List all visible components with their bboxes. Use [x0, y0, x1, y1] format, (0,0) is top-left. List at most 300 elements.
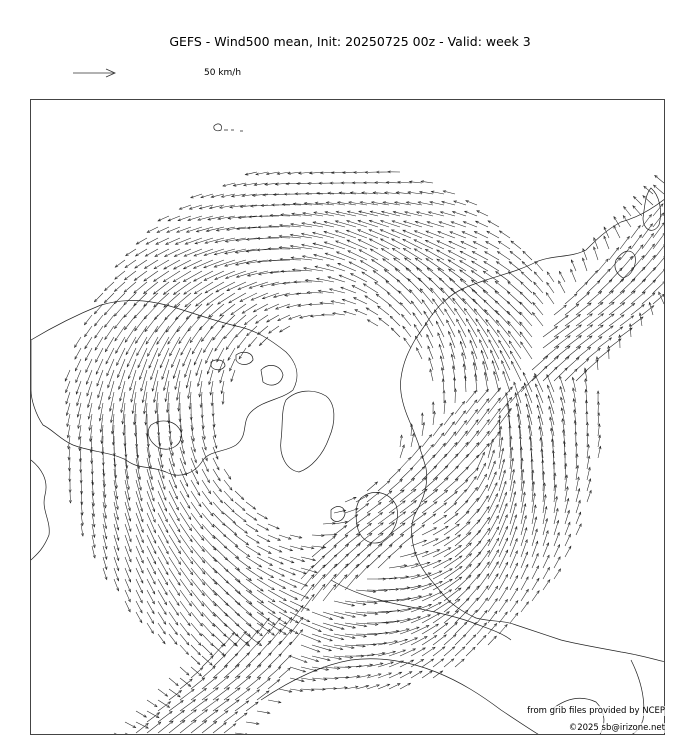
wind-arrow: [532, 578, 539, 590]
wind-arrow: [392, 248, 411, 260]
wind-arrow: [235, 701, 249, 711]
wind-arrow: [180, 634, 189, 645]
wind-arrow: [391, 328, 400, 337]
wind-arrow: [235, 535, 249, 545]
wind-arrow: [239, 348, 246, 359]
wind-arrow: [224, 326, 235, 339]
wind-arrow: [280, 326, 290, 332]
wind-arrow: [134, 304, 147, 318]
wind-arrow: [389, 565, 407, 568]
wind-arrow: [643, 196, 653, 205]
wind-arrow: [543, 367, 557, 381]
wind-arrow: [455, 564, 471, 579]
wind-arrow: [75, 348, 81, 359]
wind-arrow: [403, 239, 422, 249]
wind-arrow: [450, 343, 455, 359]
wind-arrow: [163, 271, 180, 282]
wind-arrow: [96, 348, 103, 362]
wind-arrow: [324, 222, 345, 228]
wind-arrow: [433, 601, 451, 612]
wind-arrow: [521, 602, 529, 612]
wind-arrow: [369, 239, 389, 249]
wind-arrow: [246, 535, 259, 543]
wind-arrow: [325, 212, 345, 216]
wind-arrow: [508, 282, 521, 293]
wind-arrow: [414, 231, 433, 238]
coast-mediterranean: [331, 580, 511, 640]
wind-arrow: [433, 548, 451, 557]
wind-arrow: [403, 326, 411, 337]
wind-arrow: [330, 289, 346, 293]
wind-arrow: [217, 348, 224, 362]
wind-arrow: [95, 315, 104, 326]
wind-arrow: [510, 527, 517, 546]
wind-arrow: [664, 257, 665, 271]
wind-arrow: [444, 659, 454, 667]
wind-arrow: [620, 303, 635, 315]
wind-arrow: [194, 282, 213, 294]
wind-arrow: [381, 239, 401, 249]
wind-arrow: [474, 363, 477, 381]
wind-arrow: [136, 524, 143, 543]
wind-arrow: [323, 536, 335, 546]
wind-arrow: [444, 466, 458, 480]
wind-arrow: [664, 193, 665, 205]
wind-arrow: [554, 557, 560, 568]
wind-arrow: [435, 310, 445, 326]
wind-arrow: [146, 326, 158, 344]
wind-arrow: [631, 305, 644, 316]
wind-arrow: [499, 231, 510, 238]
wind-arrow: [224, 535, 238, 547]
wind-arrow: [349, 262, 367, 271]
wind-arrow: [614, 226, 620, 238]
wind-arrow: [257, 524, 269, 530]
wind-arrow: [224, 712, 238, 722]
wind-arrow: [268, 667, 281, 678]
wind-arrow: [257, 653, 271, 667]
wind-arrow: [204, 337, 213, 353]
wind-arrow: [224, 643, 236, 656]
wind-arrow: [213, 655, 226, 667]
wind-arrow: [205, 282, 224, 293]
wind-arrow: [455, 308, 466, 326]
wind-arrow: [367, 612, 389, 613]
wind-arrow: [231, 370, 235, 382]
wind-arrow: [433, 647, 445, 656]
wind-arrow: [191, 634, 201, 645]
wind-arrow: [609, 315, 624, 326]
wind-arrow: [488, 221, 499, 227]
wind-arrow: [444, 545, 461, 557]
wind-arrow: [280, 259, 301, 260]
wind-arrow: [565, 325, 581, 337]
wind-arrow: [510, 481, 515, 503]
wind-arrow: [477, 550, 490, 568]
wind-arrow: [75, 359, 81, 371]
wind-arrow: [348, 251, 367, 260]
wind-arrow: [158, 480, 166, 500]
wind-arrow: [257, 546, 271, 554]
wind-arrow: [257, 513, 267, 519]
wind-arrow: [169, 601, 179, 615]
wind-arrow: [466, 509, 479, 524]
wind-arrow: [147, 590, 155, 604]
wind-arrow: [356, 565, 369, 579]
wind-arrow: [105, 337, 114, 352]
wind-arrow: [125, 590, 130, 602]
wind-arrow: [118, 359, 126, 378]
wind-arrow: [510, 515, 516, 535]
wind-arrow: [548, 385, 555, 403]
wind-arrow: [455, 647, 465, 656]
wind-arrow: [215, 271, 235, 280]
wind-arrow: [535, 374, 543, 393]
wind-arrow: [202, 612, 215, 626]
wind-arrow: [455, 480, 468, 491]
wind-arrow: [158, 546, 168, 564]
wind-arrow: [576, 359, 589, 370]
wind-arrow: [115, 315, 126, 329]
wind-arrow: [499, 538, 508, 557]
wind-arrow: [126, 249, 136, 256]
wind-arrow: [269, 326, 279, 333]
wind-arrow: [191, 546, 205, 563]
wind-arrow: [114, 579, 119, 591]
wind-arrow: [268, 535, 280, 540]
wind-arrow: [335, 221, 356, 227]
wind-arrow: [268, 524, 279, 529]
wind-arrow: [169, 557, 181, 575]
wind-arrow: [488, 494, 498, 513]
wind-arrow: [158, 491, 167, 511]
wind-arrow: [389, 650, 406, 656]
wind-arrow: [478, 329, 488, 348]
wind-arrow: [246, 502, 256, 509]
wind-arrow: [157, 326, 169, 344]
wind-arrow: [466, 400, 477, 414]
wind-arrow: [345, 497, 356, 502]
wind-arrow: [336, 212, 356, 216]
wind-arrow: [631, 292, 645, 304]
wind-arrow: [521, 342, 532, 359]
wind-arrow: [279, 655, 291, 667]
wind-arrow: [437, 241, 455, 249]
wind-arrow: [521, 282, 532, 293]
wind-arrow: [488, 516, 499, 535]
wind-arrow: [499, 504, 507, 525]
wind-arrow: [642, 224, 653, 238]
wind-arrow: [290, 612, 310, 622]
wind-arrow: [173, 359, 180, 378]
wind-arrow: [95, 326, 103, 338]
wind-arrow: [125, 260, 136, 268]
wind-arrow: [378, 641, 397, 645]
wind-arrow: [380, 230, 400, 238]
wind-arrow: [520, 292, 532, 304]
wind-arrow: [511, 361, 521, 381]
wind-arrow: [180, 667, 189, 675]
wind-arrow: [400, 501, 416, 513]
wind-arrow: [543, 555, 549, 568]
wind-arrow: [147, 546, 156, 564]
wind-arrow: [180, 447, 185, 465]
wind-arrow: [488, 398, 500, 414]
wind-arrow: [363, 284, 378, 293]
wind-arrow: [521, 564, 528, 579]
wind-arrow: [417, 348, 423, 359]
wind-arrow: [115, 271, 125, 279]
wind-arrow: [444, 556, 462, 568]
wind-arrow: [460, 279, 477, 293]
wind-arrow: [125, 601, 130, 612]
wind-arrow: [323, 584, 336, 601]
wind-arrow: [94, 304, 103, 314]
wind-arrow: [125, 271, 137, 280]
wind-arrow: [444, 422, 455, 436]
wind-arrow: [444, 647, 455, 656]
wind-arrow: [191, 557, 205, 574]
wind-arrow: [367, 653, 385, 656]
wind-arrow: [195, 238, 213, 244]
wind-arrow: [511, 241, 521, 249]
wind-arrow: [554, 569, 561, 579]
wind-arrow: [84, 315, 92, 325]
wind-arrow: [502, 361, 510, 381]
wind-arrow: [400, 458, 411, 470]
wind-arrow: [565, 534, 571, 546]
wind-arrow: [598, 350, 610, 359]
wind-arrow: [105, 282, 114, 291]
wind-arrow: [433, 579, 452, 590]
wind-arrow: [301, 634, 321, 642]
wind-arrow: [543, 326, 557, 337]
wind-arrow: [279, 668, 290, 678]
wind-arrow: [400, 553, 417, 557]
wind-arrow: [488, 599, 497, 612]
wind-arrow: [433, 659, 444, 667]
wind-arrow: [135, 414, 136, 436]
wind-arrow: [147, 513, 156, 533]
wind-arrow: [334, 526, 347, 536]
wind-arrow: [433, 503, 447, 513]
wind-arrow: [455, 511, 469, 524]
wind-arrow: [249, 282, 268, 288]
wind-arrow: [455, 659, 464, 667]
wind-arrow: [86, 359, 92, 372]
wind-arrow: [359, 211, 378, 216]
wind-arrow: [246, 702, 258, 711]
wind-arrow: [202, 634, 213, 646]
wind-arrow: [381, 249, 400, 261]
wind-arrow: [411, 671, 422, 678]
wind-arrow: [292, 270, 312, 271]
wind-arrow: [559, 271, 565, 282]
wind-arrow: [620, 279, 635, 293]
wind-arrow: [235, 502, 245, 511]
wind-arrow: [466, 319, 477, 337]
wind-arrow: [312, 612, 333, 620]
wind-arrow: [359, 250, 378, 260]
wind-arrow: [547, 282, 554, 293]
wind-arrow: [268, 680, 280, 689]
wind-arrow: [560, 376, 565, 392]
wind-arrow: [356, 623, 378, 625]
wind-arrow: [476, 221, 488, 227]
wind-arrow: [224, 546, 239, 558]
wind-arrow: [537, 405, 543, 425]
wind-arrow: [554, 533, 559, 547]
wind-arrow: [213, 480, 221, 492]
wind-arrow: [653, 294, 664, 304]
wind-arrow: [576, 325, 593, 337]
wind-arrow: [240, 293, 257, 302]
wind-arrow: [433, 423, 442, 436]
wind-arrow: [466, 487, 477, 502]
wind-arrow: [235, 546, 250, 557]
wind-arrow: [345, 515, 358, 524]
wind-arrow: [507, 301, 521, 315]
wind-arrow: [466, 610, 477, 623]
wind-arrow: [520, 332, 532, 348]
wind-arrow: [499, 470, 505, 491]
wind-arrow: [444, 577, 462, 590]
wind-arrow: [235, 524, 247, 533]
wind-arrow: [348, 211, 368, 216]
wind-arrow: [583, 258, 587, 271]
wind-arrow: [301, 623, 321, 632]
wind-arrow: [631, 279, 646, 293]
wind-arrow: [510, 576, 518, 590]
wind-arrow: [460, 270, 477, 282]
wind-arrow: [158, 502, 167, 522]
wind-arrow: [147, 480, 154, 501]
wind-arrow: [460, 261, 477, 271]
wind-arrow: [235, 689, 250, 700]
wind-arrow: [392, 221, 411, 227]
wind-arrow: [546, 293, 554, 304]
wind-arrow: [180, 645, 189, 655]
wind-arrow: [246, 665, 261, 678]
wind-arrow: [510, 601, 518, 612]
wind-arrow: [157, 403, 158, 424]
wind-arrow: [247, 326, 257, 336]
wind-arrow: [488, 483, 497, 502]
wind-arrow: [392, 239, 411, 249]
wind-arrow: [653, 268, 665, 282]
wind-arrow: [233, 315, 246, 326]
wind-arrow: [379, 318, 389, 326]
coast-africa: [261, 659, 541, 735]
wind-arrow: [205, 238, 224, 243]
wind-arrow: [509, 262, 521, 271]
wind-arrow: [491, 350, 499, 370]
coastlines: [31, 124, 665, 735]
wind-arrow: [631, 235, 642, 249]
wind-arrow: [411, 594, 432, 601]
wind-arrow: [532, 566, 539, 579]
wind-arrow: [562, 408, 565, 425]
wind-arrow: [137, 337, 147, 356]
wind-arrow: [257, 535, 270, 542]
wind-arrow: [355, 310, 367, 315]
wind-arrow: [422, 624, 438, 634]
wind-arrow: [235, 713, 247, 722]
wind-arrow: [488, 505, 498, 524]
wind-arrow: [480, 340, 489, 359]
wind-arrow: [664, 202, 665, 216]
wind-arrow: [444, 599, 460, 612]
wind-arrow: [400, 617, 421, 623]
wind-arrow: [389, 546, 402, 557]
wind-arrow: [487, 329, 499, 348]
wind-arrow: [433, 490, 448, 502]
wind-arrow: [191, 668, 203, 678]
wind-arrow: [213, 513, 225, 525]
wind-arrow: [235, 513, 246, 522]
wind-arrow: [369, 221, 389, 228]
wind-arrow: [389, 304, 400, 315]
wind-arrow: [169, 513, 180, 532]
wind-arrow: [207, 359, 213, 374]
wind-arrow: [425, 249, 444, 260]
wind-arrow: [598, 402, 599, 414]
wind-arrow: [136, 612, 142, 623]
wind-arrow: [510, 469, 514, 491]
wind-arrow: [185, 293, 202, 307]
wind-arrow: [257, 678, 270, 689]
wind-arrow: [85, 348, 92, 361]
wind-arrow: [653, 281, 665, 293]
wind-arrow: [147, 524, 156, 543]
wind-arrow: [620, 316, 634, 326]
wind-arrow: [136, 711, 146, 717]
wind-arrow: [279, 535, 291, 539]
wind-arrow: [445, 309, 455, 326]
wind-arrow: [257, 618, 269, 634]
wind-arrow: [115, 260, 125, 267]
wind-arrow: [224, 480, 232, 490]
wind-arrow: [466, 635, 476, 645]
coast-hudson-bay: [148, 421, 181, 449]
wind-arrow: [444, 432, 456, 447]
wind-arrow: [642, 306, 654, 315]
wind-arrow: [488, 409, 500, 426]
wind-arrow: [576, 500, 580, 513]
wind-arrow: [497, 252, 510, 261]
wind-arrow: [655, 175, 664, 183]
wind-arrow: [620, 236, 629, 249]
wind-arrow: [389, 469, 400, 480]
wind-arrow: [453, 212, 467, 216]
wind-arrow: [135, 260, 147, 268]
wind-arrow: [378, 481, 390, 491]
wind-arrow: [587, 360, 598, 370]
wind-arrow: [554, 545, 560, 557]
wind-arrow: [114, 502, 118, 520]
wind-arrow: [554, 315, 568, 326]
wind-arrow: [548, 396, 554, 414]
wind-arrow: [455, 598, 469, 612]
wind-arrow: [158, 711, 172, 722]
wind-arrow: [565, 304, 579, 315]
wind-arrow: [158, 623, 165, 634]
wind-arrow: [399, 291, 411, 304]
wind-arrow: [313, 222, 334, 227]
wind-arrow: [180, 579, 192, 596]
wind-arrow: [354, 298, 367, 304]
wind-arrow: [169, 568, 180, 585]
